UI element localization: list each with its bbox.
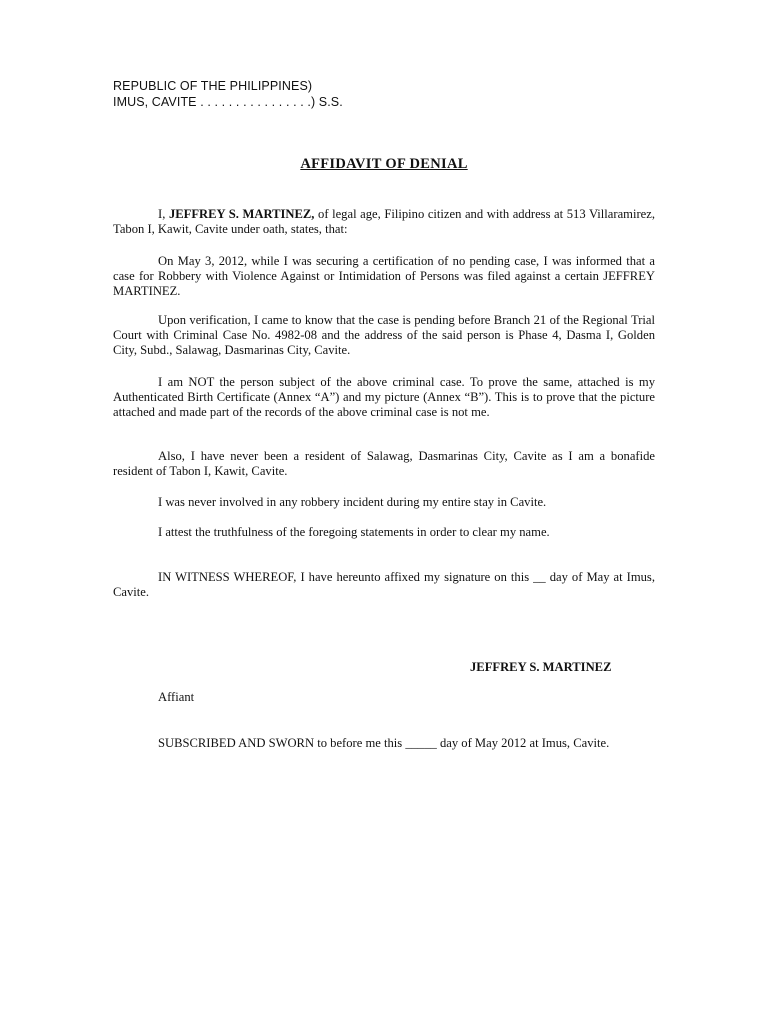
paragraph-jurat: SUBSCRIBED AND SWORN to before me this _____ day of May 2012 at Imus, Cavite.: [158, 736, 610, 750]
venue-line-republic: REPUBLIC OF THE PHILIPPINES): [113, 79, 313, 93]
document-title: AFFIDAVIT OF DENIAL: [300, 156, 468, 172]
paragraph-case-discovery: On May 3, 2012, while I was securing a certification of no pending case, I was informed that a case for Robbery with Violence Against or Intimidation of Persons was filed against a certain JEFFREY MARTINEZ.: [113, 254, 655, 299]
venue-line-imus: IMUS, CAVITE . . . . . . . . . . . . . . . .) S.S.: [113, 95, 343, 109]
paragraph-denial: I am NOT the person subject of the above criminal case. To prove the same, attached is my Authenticated Birth Certificate (Annex “A”) and my picture (Annex “B”). This is to prove that the picture attached and made part of the records of the above criminal case is not me.: [113, 375, 655, 420]
paragraph-witness-whereof: IN WITNESS WHEREOF, I have hereunto affixed my signature on this __ day of May at Imus, Cavite.: [113, 570, 655, 600]
paragraph-residence: Also, I have never been a resident of Salawag, Dasmarinas City, Cavite as I am a bonafide resident of Tabon I, Kawit, Cavite.: [113, 449, 655, 479]
paragraph-identity: [113, 207, 655, 237]
paragraph-not-involved: I was never involved in any robbery incident during my entire stay in Cavite.: [158, 495, 547, 509]
identity-rest: of legal age, Filipino citizen and with address at 513 Villaramirez, Tabon I, Kawit, Cavite under oath, states, that:: [113, 207, 655, 237]
signature-name: JEFFREY S. MARTINEZ: [470, 660, 612, 674]
paragraph-verification: Upon verification, I came to know that the case is pending before Branch 21 of the Regional Trial Court with Criminal Case No. 4982-08 and the address of the said person is Phase 4, Dasma I, Golden City, Subd., Salawag, Dasmarinas City, Cavite.: [113, 313, 655, 358]
paragraph-attestation: I attest the truthfulness of the foregoing statements in order to clear my name.: [158, 525, 550, 539]
signature-role: Affiant: [158, 690, 195, 704]
affiant-name-inline: JEFFREY S. MARTINEZ,: [168, 207, 315, 221]
identity-prefix: I,: [158, 207, 169, 221]
